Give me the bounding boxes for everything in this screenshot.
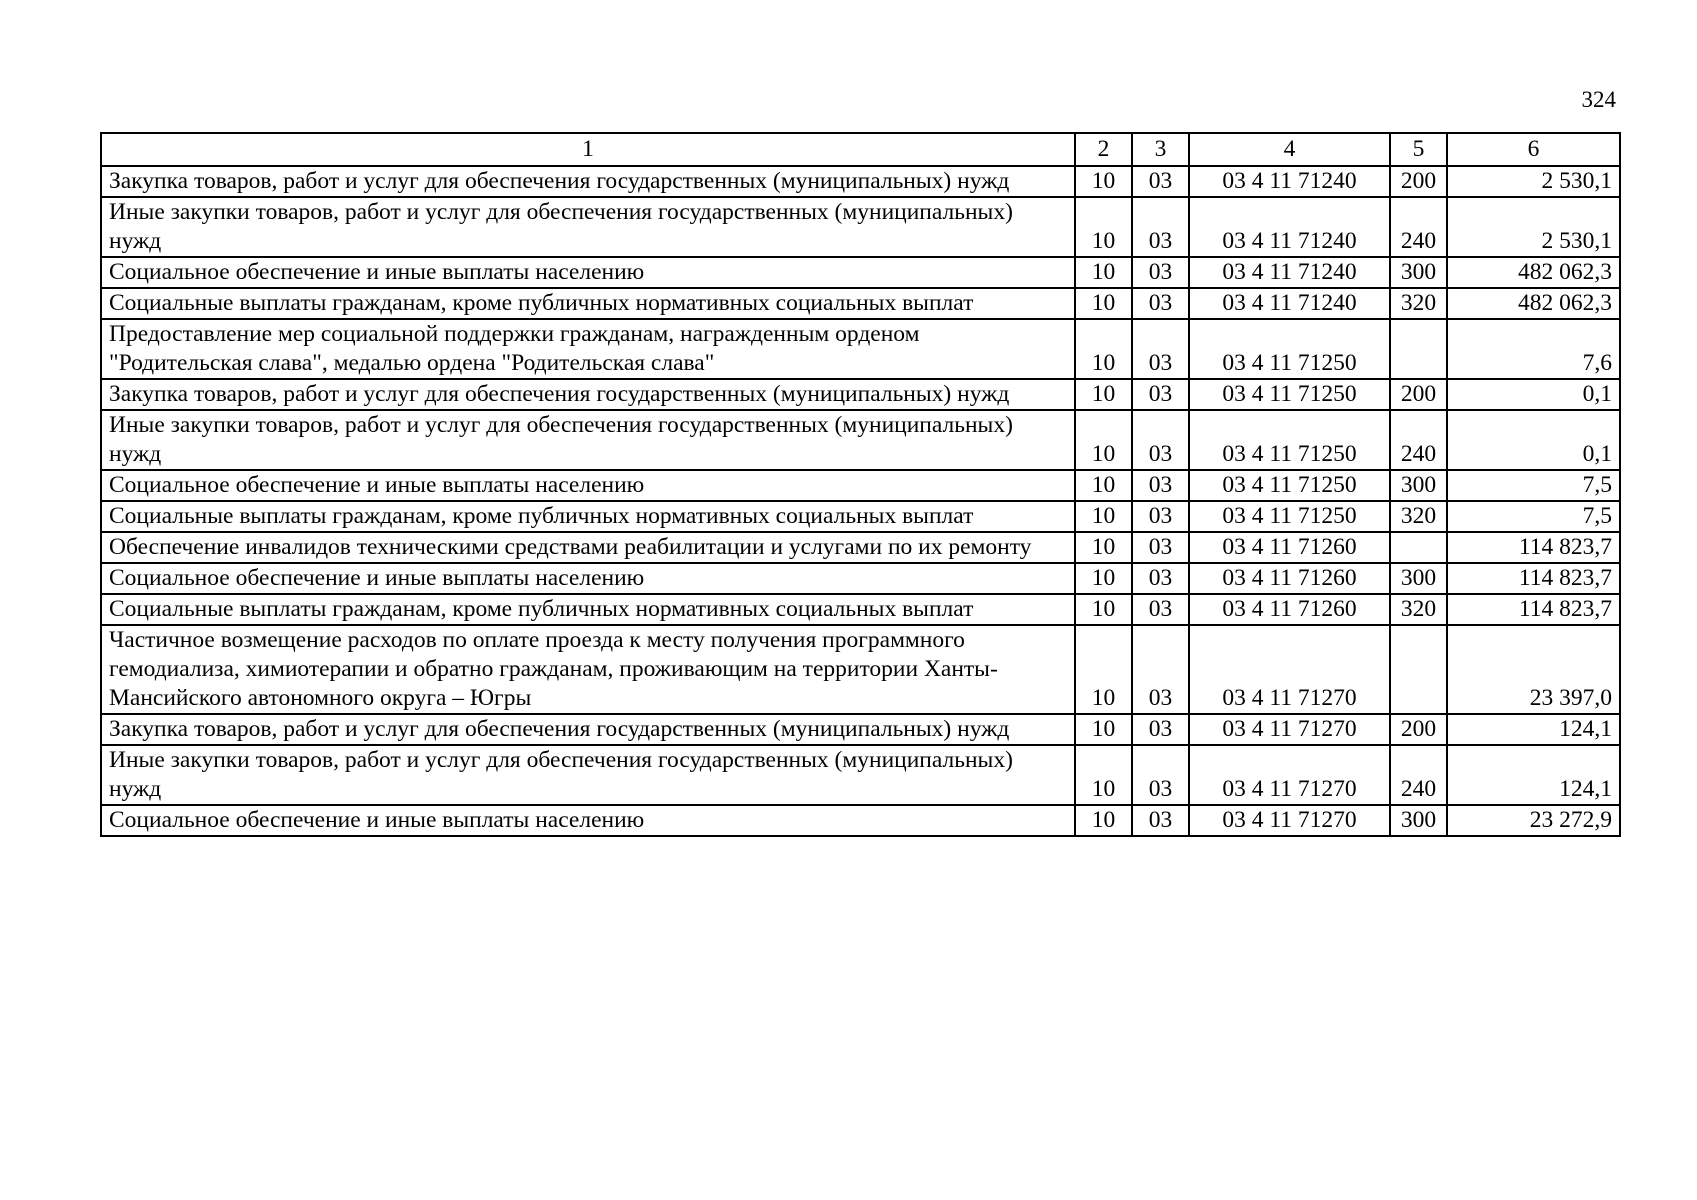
expense-name-cell: Социальное обеспечение и иные выплаты населению [101,470,1075,501]
target-article-cell: 03 4 11 71250 [1189,319,1390,379]
section-code-cell: 10 [1075,745,1132,805]
expense-name-cell: Предоставление мер социальной поддержки гражданам, награжденным орденом "Родительская слава", медалью ордена "Родительская слава" [101,319,1075,379]
section-code-cell: 10 [1075,257,1132,288]
amount-cell: 2 530,1 [1447,166,1620,197]
expense-type-cell [1390,319,1447,379]
amount-cell: 7,5 [1447,501,1620,532]
table-row [101,288,1620,319]
target-article-cell: 03 4 11 71250 [1189,501,1390,532]
target-article-cell: 03 4 11 71270 [1189,745,1390,805]
expense-type-cell: 240 [1390,197,1447,257]
subsection-code-cell: 03 [1132,379,1189,410]
table-row [101,625,1620,714]
expense-name-cell: Социальные выплаты гражданам, кроме публичных нормативных социальных выплат [101,501,1075,532]
column-header-6: 6 [1447,133,1620,166]
target-article-cell: 03 4 11 71260 [1189,563,1390,594]
table-body [101,166,1620,836]
subsection-code-cell: 03 [1132,625,1189,714]
expense-type-cell: 200 [1390,714,1447,745]
subsection-code-cell: 03 [1132,805,1189,836]
header-row [101,133,1620,166]
target-article-cell: 03 4 11 71240 [1189,257,1390,288]
table-row [101,745,1620,805]
expense-type-cell: 300 [1390,470,1447,501]
expense-name-cell: Социальные выплаты гражданам, кроме публичных нормативных социальных выплат [101,288,1075,319]
target-article-cell: 03 4 11 71240 [1189,197,1390,257]
subsection-code-cell: 03 [1132,197,1189,257]
target-article-cell: 03 4 11 71240 [1189,288,1390,319]
table-row [101,563,1620,594]
expense-type-cell: 200 [1390,166,1447,197]
section-code-cell: 10 [1075,805,1132,836]
column-header-4: 4 [1189,133,1390,166]
column-header-1: 1 [101,133,1075,166]
expense-type-cell: 300 [1390,257,1447,288]
table-row [101,166,1620,197]
target-article-cell: 03 4 11 71260 [1189,532,1390,563]
subsection-code-cell: 03 [1132,745,1189,805]
expense-name-cell: Иные закупки товаров, работ и услуг для обеспечения государственных (муниципальных) нужд [101,410,1075,470]
table-row [101,379,1620,410]
table-row [101,470,1620,501]
amount-cell: 0,1 [1447,410,1620,470]
table-row [101,410,1620,470]
expense-name-cell: Закупка товаров, работ и услуг для обеспечения государственных (муниципальных) нужд [101,166,1075,197]
amount-cell: 7,6 [1447,319,1620,379]
amount-cell: 124,1 [1447,714,1620,745]
section-code-cell: 10 [1075,563,1132,594]
target-article-cell: 03 4 11 71270 [1189,805,1390,836]
expense-name-cell: Закупка товаров, работ и услуг для обеспечения государственных (муниципальных) нужд [101,379,1075,410]
amount-cell: 114 823,7 [1447,532,1620,563]
amount-cell: 0,1 [1447,379,1620,410]
amount-cell: 2 530,1 [1447,197,1620,257]
expense-name-cell: Закупка товаров, работ и услуг для обеспечения государственных (муниципальных) нужд [101,714,1075,745]
target-article-cell: 03 4 11 71250 [1189,470,1390,501]
table-row [101,805,1620,836]
section-code-cell: 10 [1075,410,1132,470]
amount-cell: 23 397,0 [1447,625,1620,714]
target-article-cell: 03 4 11 71250 [1189,379,1390,410]
section-code-cell: 10 [1075,625,1132,714]
subsection-code-cell: 03 [1132,410,1189,470]
expense-type-cell: 320 [1390,288,1447,319]
section-code-cell: 10 [1075,379,1132,410]
subsection-code-cell: 03 [1132,319,1189,379]
subsection-code-cell: 03 [1132,166,1189,197]
table-row [101,532,1620,563]
page-number: 324 [1581,87,1616,112]
section-code-cell: 10 [1075,501,1132,532]
amount-cell: 7,5 [1447,470,1620,501]
subsection-code-cell: 03 [1132,257,1189,288]
amount-cell: 114 823,7 [1447,563,1620,594]
expense-name-cell: Иные закупки товаров, работ и услуг для обеспечения государственных (муниципальных) нужд [101,745,1075,805]
section-code-cell: 10 [1075,166,1132,197]
section-code-cell: 10 [1075,319,1132,379]
expense-type-cell: 320 [1390,501,1447,532]
table-row [101,714,1620,745]
expense-name-cell: Иные закупки товаров, работ и услуг для обеспечения государственных (муниципальных) нужд [101,197,1075,257]
expense-name-cell: Социальные выплаты гражданам, кроме публичных нормативных социальных выплат [101,594,1075,625]
expense-type-cell: 300 [1390,805,1447,836]
amount-cell: 482 062,3 [1447,257,1620,288]
expense-name-cell: Социальное обеспечение и иные выплаты населению [101,805,1075,836]
subsection-code-cell: 03 [1132,714,1189,745]
table-row [101,319,1620,379]
expense-name-cell: Социальное обеспечение и иные выплаты населению [101,563,1075,594]
table-row [101,197,1620,257]
expense-name-cell: Обеспечение инвалидов техническими средствами реабилитации и услугами по их ремонту [101,532,1075,563]
expense-type-cell: 320 [1390,594,1447,625]
table-row [101,594,1620,625]
budget-table [100,132,1621,837]
section-code-cell: 10 [1075,714,1132,745]
subsection-code-cell: 03 [1132,594,1189,625]
column-header-3: 3 [1132,133,1189,166]
expense-type-cell [1390,532,1447,563]
target-article-cell: 03 4 11 71250 [1189,410,1390,470]
subsection-code-cell: 03 [1132,470,1189,501]
expense-name-cell: Социальное обеспечение и иные выплаты населению [101,257,1075,288]
table-row [101,257,1620,288]
subsection-code-cell: 03 [1132,288,1189,319]
section-code-cell: 10 [1075,288,1132,319]
amount-cell: 114 823,7 [1447,594,1620,625]
expense-type-cell: 200 [1390,379,1447,410]
section-code-cell: 10 [1075,532,1132,563]
subsection-code-cell: 03 [1132,532,1189,563]
target-article-cell: 03 4 11 71270 [1189,714,1390,745]
target-article-cell: 03 4 11 71240 [1189,166,1390,197]
expense-type-cell: 240 [1390,745,1447,805]
column-header-5: 5 [1390,133,1447,166]
section-code-cell: 10 [1075,470,1132,501]
target-article-cell: 03 4 11 71260 [1189,594,1390,625]
subsection-code-cell: 03 [1132,563,1189,594]
expense-type-cell: 300 [1390,563,1447,594]
section-code-cell: 10 [1075,594,1132,625]
subsection-code-cell: 03 [1132,501,1189,532]
amount-cell: 23 272,9 [1447,805,1620,836]
table-row [101,501,1620,532]
expense-type-cell: 240 [1390,410,1447,470]
column-header-2: 2 [1075,133,1132,166]
expense-name-cell: Частичное возмещение расходов по оплате проезда к месту получения программного гемодиализа, химиотерапии и обратно гражданам, проживающим на территории Ханты-Мансийского автономного округа – Югры [101,625,1075,714]
target-article-cell: 03 4 11 71270 [1189,625,1390,714]
amount-cell: 124,1 [1447,745,1620,805]
amount-cell: 482 062,3 [1447,288,1620,319]
section-code-cell: 10 [1075,197,1132,257]
expense-type-cell [1390,625,1447,714]
